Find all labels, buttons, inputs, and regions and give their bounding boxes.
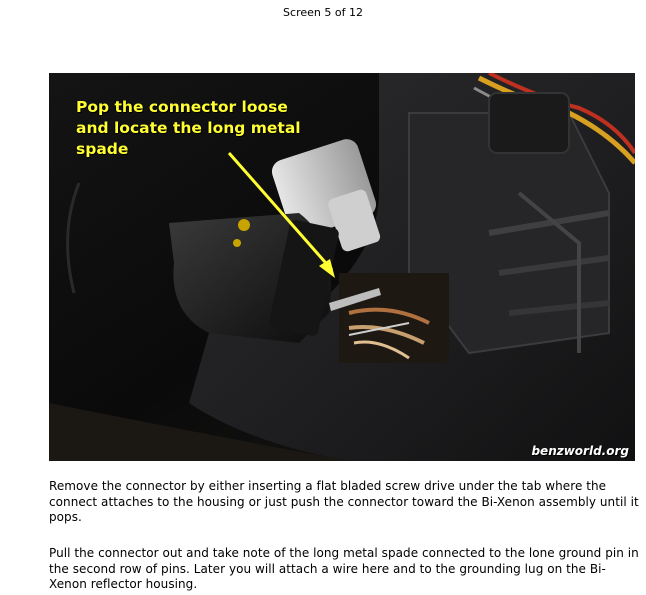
watermark: benzworld.org: [531, 444, 629, 458]
instruction-paragraph: Pull the connector out and take note of the long metal spade connected to the lone ground pin in the second row of pins. Later you will attach a wire here and to the grounding lug on the Bi-Xenon reflector housing.: [49, 546, 639, 591]
screen-counter: Screen 5 of 12: [283, 6, 363, 19]
caption-line: Pop the connector loose: [76, 98, 288, 116]
caption-line: spade: [76, 140, 129, 158]
photo-caption: [76, 97, 301, 160]
instruction-paragraph: Remove the connector by either inserting a flat bladed screw drive under the tab where the connect attaches to the housing or just push the connector toward the Bi-Xenon assembly until it pops.: [49, 479, 639, 524]
connector-photo: [49, 73, 635, 461]
caption-line: and locate the long metal: [76, 119, 301, 137]
